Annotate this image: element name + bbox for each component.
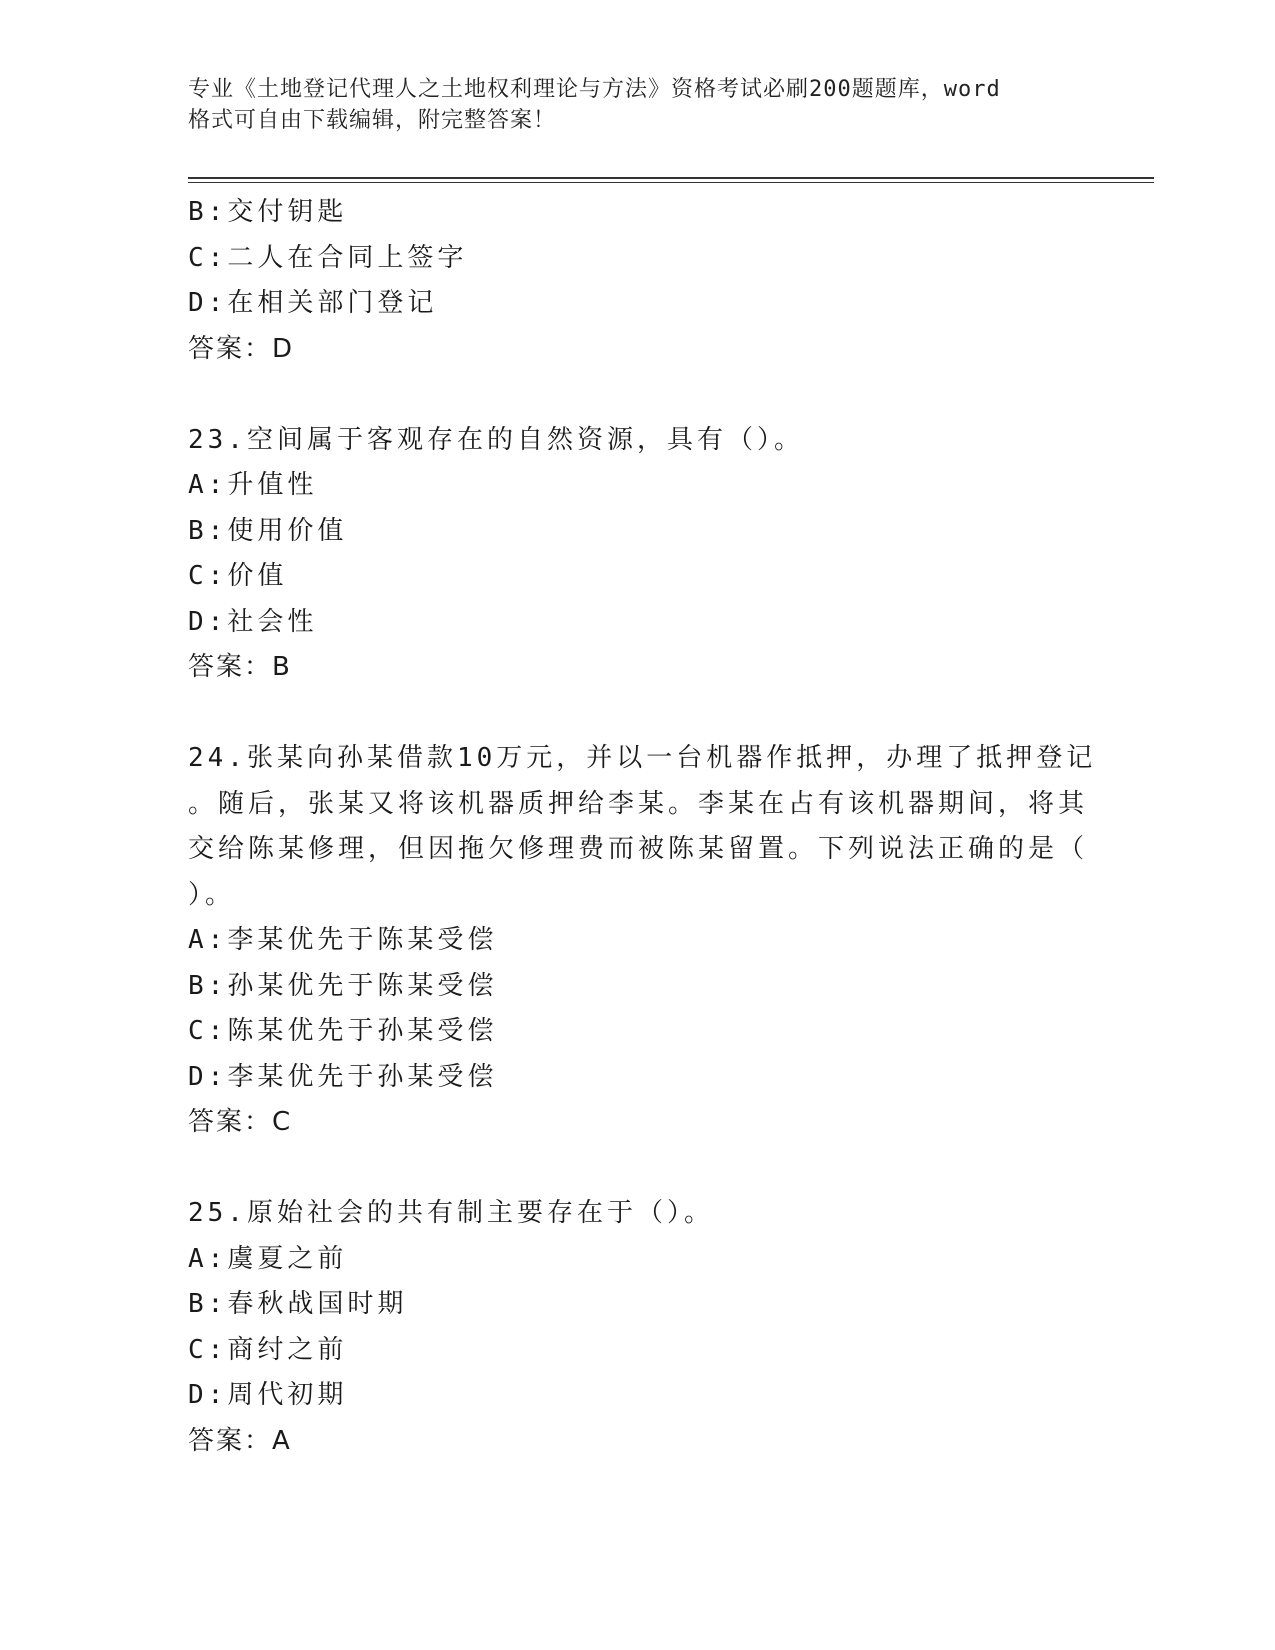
option-label: B: <box>188 197 228 227</box>
question-stem: 23.空间属于客观存在的自然资源，具有（）。 <box>188 424 804 455</box>
option-text: 在相关部门登记 <box>227 288 438 318</box>
option-label: B: <box>188 1289 228 1319</box>
option-b <box>188 1282 1068 1328</box>
option-b <box>188 190 1068 236</box>
option-text: 陈某优先于孙某受偿 <box>227 1016 498 1046</box>
option-a <box>188 1237 1068 1283</box>
option-d <box>188 281 1068 327</box>
spacer <box>188 372 1068 418</box>
option-b <box>188 509 1068 555</box>
option-d <box>188 1373 1068 1419</box>
option-label: C: <box>188 1334 228 1365</box>
question-stem-line: 。随后，张某又将该机器质押给李某。李某在占有该机器期间，将其 <box>188 788 1089 819</box>
answer: 答案：B <box>188 652 292 682</box>
option-label: D: <box>188 1061 228 1092</box>
option-a <box>188 463 1068 509</box>
question-25 <box>188 1191 1068 1464</box>
option-label: D: <box>188 288 228 318</box>
header-line-1: 专业《土地登记代理人之土地权利理论与方法》资格考试必刷200题题库，word <box>188 77 1001 102</box>
header-rule-thin <box>188 182 1154 183</box>
question-stem: 25.原始社会的共有制主要存在于（）。 <box>188 1198 714 1228</box>
header-line-2: 格式可自由下载编辑，附完整答案！ <box>188 108 557 133</box>
question-24 <box>188 736 1097 1146</box>
option-text: 李某优先于陈某受偿 <box>227 925 498 955</box>
option-text: 周代初期 <box>227 1380 348 1410</box>
option-b <box>188 964 1068 1010</box>
option-label: C: <box>188 242 228 273</box>
option-text: 二人在合同上签字 <box>227 242 468 273</box>
option-label: A: <box>188 1243 228 1274</box>
question-stem-line: ）。 <box>188 879 236 910</box>
spacer <box>188 1146 1068 1192</box>
option-label: C: <box>188 561 228 591</box>
option-label: B: <box>188 515 228 546</box>
answer: 答案：A <box>188 1425 292 1456</box>
option-label: B: <box>188 970 228 1001</box>
question-23 <box>188 418 1068 691</box>
option-c <box>188 554 1068 600</box>
question-stem-line: 24.张某向孙某借款10万元，并以一台机器作抵押，办理了抵押登记 <box>188 743 1097 773</box>
option-label: A: <box>188 925 228 955</box>
option-text: 孙某优先于陈某受偿 <box>227 970 498 1001</box>
option-label: D: <box>188 606 228 637</box>
question-list <box>188 190 1097 1464</box>
document-header <box>188 74 1068 136</box>
option-text: 虞夏之前 <box>227 1243 348 1274</box>
option-d <box>188 1055 1068 1101</box>
option-text: 价值 <box>227 561 288 591</box>
option-c <box>188 236 1068 282</box>
option-text: 使用价值 <box>227 515 348 546</box>
option-text: 社会性 <box>227 606 318 637</box>
option-a <box>188 918 1068 964</box>
option-label: A: <box>188 470 228 500</box>
option-text: 交付钥匙 <box>227 197 348 227</box>
option-text: 李某优先于孙某受偿 <box>227 1061 498 1092</box>
answer: 答案：C <box>188 1107 293 1137</box>
option-d <box>188 600 1068 646</box>
option-c <box>188 1009 1068 1055</box>
option-text: 升值性 <box>227 470 318 500</box>
option-c <box>188 1328 1068 1374</box>
option-text: 商纣之前 <box>227 1334 348 1365</box>
option-text: 春秋战国时期 <box>227 1289 408 1319</box>
question-stem-line: 交给陈某修理，但因拖欠修理费而被陈某留置。下列说法正确的是（ <box>188 834 1089 864</box>
spacer <box>188 691 1068 737</box>
option-label: D: <box>188 1380 228 1410</box>
answer: 答案：D <box>188 333 295 364</box>
header-rule-thick <box>188 177 1154 179</box>
question-22-continued <box>188 190 1068 372</box>
option-label: C: <box>188 1016 228 1046</box>
